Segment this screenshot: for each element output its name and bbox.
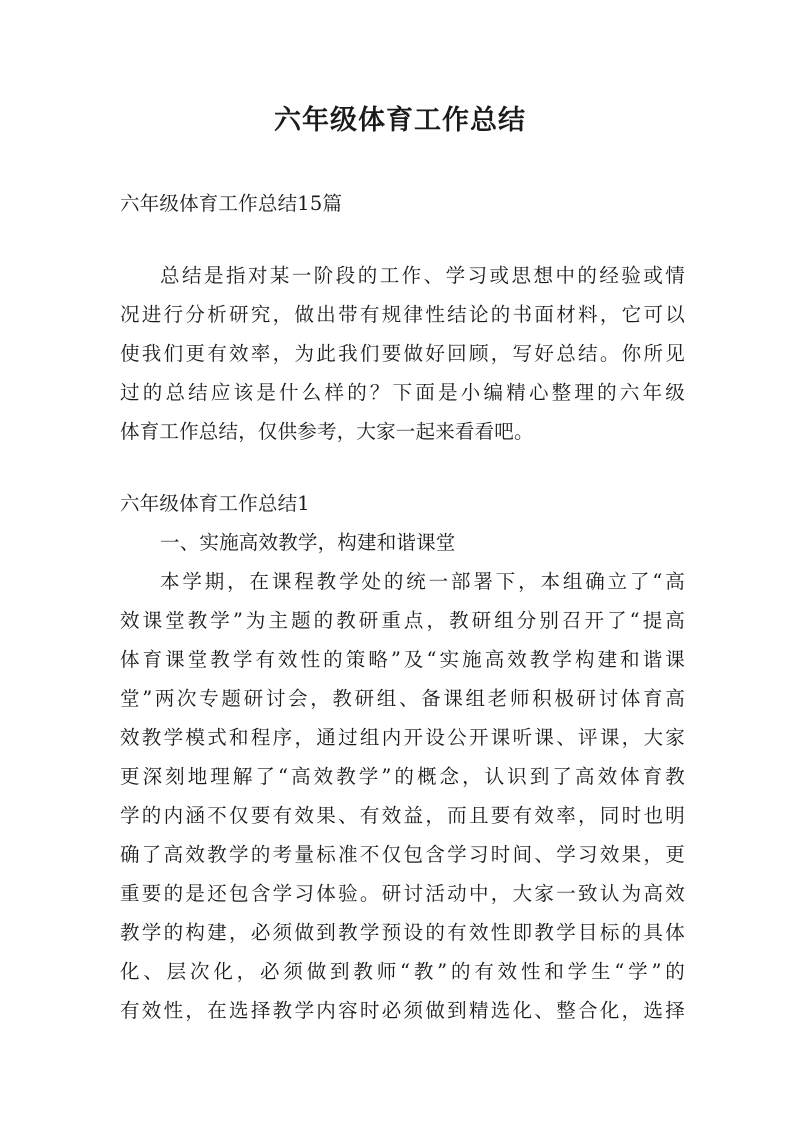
section-heading: 一、实施高效教学，构建和谐课堂 (160, 531, 456, 554)
body-line: 学的内涵不仅要有效果、有效益，而且要有效率，同时也明 (120, 804, 685, 827)
body-line: 堂”两次专题研讨会，教研组、备课组老师积极研讨体育高 (120, 687, 685, 710)
intro-line: 过的总结应该是什么样的？下面是小编精心整理的六年级 (120, 381, 685, 404)
body-line: 教学的构建，必须做到教学预设的有效性即教学目标的具体 (120, 921, 685, 944)
body-line: 效教学模式和程序，通过组内开设公开课听课、评课，大家 (120, 726, 685, 749)
body-line: 更深刻地理解了“高效教学”的概念，认识到了高效体育教 (120, 765, 685, 788)
body-line: 本学期，在课程教学处的统一部署下，本组确立了“高 (160, 570, 685, 593)
intro-line: 况进行分析研究，做出带有规律性结论的书面材料，它可以 (120, 303, 685, 326)
page-title: 六年级体育工作总结 (274, 105, 526, 136)
body-line: 化、层次化，必须做到教师“教”的有效性和学生“学”的 (120, 960, 685, 983)
body-line: 有效性，在选择教学内容时必须做到精选化、整合化，选择 (120, 999, 685, 1022)
body-line: 体育课堂教学有效性的策略”及“实施高效教学构建和谐课 (120, 648, 685, 671)
body-line: 效课堂教学”为主题的教研重点，教研组分别召开了“提高 (120, 609, 685, 632)
intro-line: 总结是指对某一阶段的工作、学习或思想中的经验或情 (160, 264, 685, 287)
document-subtitle: 六年级体育工作总结15篇 (120, 192, 343, 215)
body-line: 确了高效教学的考量标准不仅包含学习时间、学习效果，更 (120, 843, 685, 866)
intro-line: 体育工作总结，仅供参考，大家一起来看看吧。 (120, 420, 534, 443)
intro-line: 使我们更有效率，为此我们要做好回顾，写好总结。你所见 (120, 342, 685, 365)
body-line: 重要的是还包含学习体验。研讨活动中，大家一致认为高效 (120, 882, 685, 905)
section-title: 六年级体育工作总结1 (120, 492, 310, 515)
